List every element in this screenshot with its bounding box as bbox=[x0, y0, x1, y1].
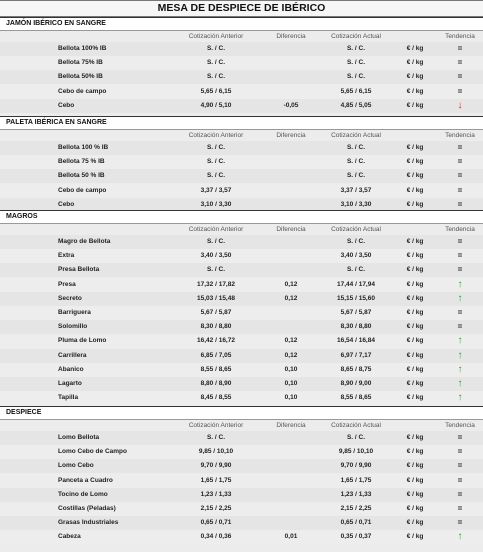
trend-equal-icon: = bbox=[457, 171, 463, 180]
current-price: S. / C. bbox=[346, 73, 366, 80]
current-price: 9,70 / 9,90 bbox=[340, 462, 372, 469]
table-row bbox=[0, 320, 483, 334]
product-name: Bellota 50 % IB bbox=[58, 172, 105, 179]
price-unit: € / kg bbox=[406, 281, 424, 288]
trend-equal-icon: = bbox=[457, 143, 463, 152]
price-difference: 0,10 bbox=[284, 380, 298, 387]
table-row bbox=[0, 263, 483, 277]
current-price: 5,65 / 6,15 bbox=[340, 88, 372, 95]
previous-price: S. / C. bbox=[206, 172, 226, 179]
price-unit: € / kg bbox=[406, 366, 424, 373]
trend-equal-icon: = bbox=[457, 72, 463, 81]
trend-up-arrow-icon: ↑ bbox=[457, 364, 463, 375]
previous-price: 5,65 / 6,15 bbox=[200, 88, 232, 95]
column-header-row bbox=[0, 224, 483, 235]
table-row bbox=[0, 184, 483, 198]
header-tendencia: Tendencia bbox=[445, 226, 475, 233]
product-name: Bellota 100 % IB bbox=[58, 144, 109, 151]
price-unit: € / kg bbox=[406, 201, 424, 208]
price-unit: € / kg bbox=[406, 337, 424, 344]
product-name: Tocino de Lomo bbox=[58, 491, 108, 498]
previous-price: 2,15 / 2,25 bbox=[200, 505, 232, 512]
price-difference: 0,01 bbox=[284, 533, 298, 540]
current-price: 16,54 / 16,84 bbox=[337, 337, 375, 344]
previous-price: S. / C. bbox=[206, 144, 226, 151]
product-name: Panceta a Cuadro bbox=[58, 477, 113, 484]
current-price: 8,65 / 8,75 bbox=[340, 366, 372, 373]
product-name: Cebo de campo bbox=[58, 88, 107, 95]
header-cotizacion-actual: Cotización Actual bbox=[331, 132, 381, 139]
previous-price: 6,85 / 7,05 bbox=[200, 352, 232, 359]
previous-price: 8,45 / 8,55 bbox=[200, 394, 232, 401]
header-diferencia: Diferencia bbox=[276, 33, 306, 40]
price-difference: 0,10 bbox=[284, 394, 298, 401]
header-cotizacion-anterior: Cotización Anterior bbox=[188, 132, 244, 139]
previous-price: 4,90 / 5,10 bbox=[200, 102, 232, 109]
trend-up-arrow-icon: ↑ bbox=[457, 279, 463, 290]
trend-equal-icon: = bbox=[457, 308, 463, 317]
previous-price: S. / C. bbox=[206, 45, 226, 52]
header-cotizacion-actual: Cotización Actual bbox=[331, 33, 381, 40]
previous-price: S. / C. bbox=[206, 158, 226, 165]
current-price: 15,15 / 15,60 bbox=[337, 295, 375, 302]
price-difference: 0,12 bbox=[284, 337, 298, 344]
price-difference: 0,12 bbox=[284, 352, 298, 359]
previous-price: 1,23 / 1,33 bbox=[200, 491, 232, 498]
price-unit: € / kg bbox=[406, 477, 424, 484]
table-row bbox=[0, 502, 483, 516]
table-row bbox=[0, 141, 483, 155]
current-price: 0,35 / 0,37 bbox=[340, 533, 372, 540]
header-cotizacion-anterior: Cotización Anterior bbox=[188, 33, 244, 40]
product-name: Lomo Cebo bbox=[58, 462, 94, 469]
price-unit: € / kg bbox=[406, 505, 424, 512]
table-row bbox=[0, 474, 483, 488]
product-name: Tapilla bbox=[58, 394, 79, 401]
trend-equal-icon: = bbox=[457, 157, 463, 166]
table-row bbox=[0, 459, 483, 473]
price-unit: € / kg bbox=[406, 352, 424, 359]
price-unit: € / kg bbox=[406, 238, 424, 245]
trend-down-arrow-icon: ↓ bbox=[457, 100, 463, 111]
current-price: S. / C. bbox=[346, 45, 366, 52]
product-name: Cebo bbox=[58, 201, 75, 208]
page-title: MESA DE DESPIECE DE IBÉRICO bbox=[0, 0, 483, 17]
current-price: 9,85 / 10,10 bbox=[338, 448, 374, 455]
price-unit: € / kg bbox=[406, 519, 424, 526]
table-row bbox=[0, 155, 483, 169]
product-name: Cebo de campo bbox=[58, 187, 107, 194]
current-price: S. / C. bbox=[346, 59, 366, 66]
price-unit: € / kg bbox=[406, 59, 424, 66]
trend-equal-icon: = bbox=[457, 58, 463, 67]
table-row bbox=[0, 391, 483, 405]
current-price: S. / C. bbox=[346, 172, 366, 179]
current-price: 8,90 / 9,00 bbox=[340, 380, 372, 387]
trend-equal-icon: = bbox=[457, 87, 463, 96]
header-tendencia: Tendencia bbox=[445, 132, 475, 139]
previous-price: 16,42 / 16,72 bbox=[197, 337, 235, 344]
current-price: S. / C. bbox=[346, 266, 366, 273]
table-row bbox=[0, 249, 483, 263]
previous-price: 3,40 / 3,50 bbox=[200, 252, 232, 259]
product-name: Magro de Bellota bbox=[58, 238, 111, 245]
header-cotizacion-anterior: Cotización Anterior bbox=[188, 422, 244, 429]
previous-price: S. / C. bbox=[206, 434, 226, 441]
table-row bbox=[0, 445, 483, 459]
table-row bbox=[0, 431, 483, 445]
trend-equal-icon: = bbox=[457, 200, 463, 209]
product-name: Grasas Industriales bbox=[58, 519, 119, 526]
price-unit: € / kg bbox=[406, 533, 424, 540]
product-name: Abanico bbox=[58, 366, 84, 373]
trend-equal-icon: = bbox=[457, 265, 463, 274]
current-price: S. / C. bbox=[346, 238, 366, 245]
price-unit: € / kg bbox=[406, 73, 424, 80]
header-diferencia: Diferencia bbox=[276, 132, 306, 139]
trend-up-arrow-icon: ↑ bbox=[457, 531, 463, 542]
trend-up-arrow-icon: ↑ bbox=[457, 350, 463, 361]
price-difference: 0,10 bbox=[284, 366, 298, 373]
current-price: S. / C. bbox=[346, 144, 366, 151]
previous-price: 9,85 / 10,10 bbox=[198, 448, 234, 455]
trend-equal-icon: = bbox=[457, 447, 463, 456]
product-name: Carrillera bbox=[58, 352, 87, 359]
previous-price: 8,30 / 8,80 bbox=[200, 323, 232, 330]
current-price: 2,15 / 2,25 bbox=[340, 505, 372, 512]
table-row bbox=[0, 334, 483, 348]
previous-price: 3,10 / 3,30 bbox=[200, 201, 232, 208]
trend-up-arrow-icon: ↑ bbox=[457, 378, 463, 389]
current-price: 3,40 / 3,50 bbox=[340, 252, 372, 259]
trend-up-arrow-icon: ↑ bbox=[457, 392, 463, 403]
table-row bbox=[0, 516, 483, 530]
column-header-row bbox=[0, 130, 483, 141]
current-price: 3,37 / 3,57 bbox=[340, 187, 372, 194]
table-row bbox=[0, 278, 483, 292]
previous-price: 5,67 / 5,87 bbox=[200, 309, 232, 316]
price-unit: € / kg bbox=[406, 434, 424, 441]
product-name: Lagarto bbox=[58, 380, 82, 387]
product-name: Pluma de Lomo bbox=[58, 337, 107, 344]
header-tendencia: Tendencia bbox=[445, 33, 475, 40]
current-price: 1,65 / 1,75 bbox=[340, 477, 372, 484]
column-header-row bbox=[0, 31, 483, 42]
current-price: 5,67 / 5,87 bbox=[340, 309, 372, 316]
previous-price: 0,34 / 0,36 bbox=[200, 533, 232, 540]
product-name: Barriguera bbox=[58, 309, 91, 316]
price-unit: € / kg bbox=[406, 380, 424, 387]
price-unit: € / kg bbox=[406, 491, 424, 498]
trend-equal-icon: = bbox=[457, 186, 463, 195]
table-row bbox=[0, 363, 483, 377]
price-unit: € / kg bbox=[406, 323, 424, 330]
previous-price: S. / C. bbox=[206, 73, 226, 80]
section-title: MAGROS bbox=[0, 210, 483, 224]
product-name: Secreto bbox=[58, 295, 82, 302]
price-unit: € / kg bbox=[406, 187, 424, 194]
current-price: 8,55 / 8,65 bbox=[340, 394, 372, 401]
section-title: JAMÓN IBÉRICO EN SANGRE bbox=[0, 17, 483, 31]
current-price: 6,97 / 7,17 bbox=[340, 352, 372, 359]
product-name: Bellota 75 % IB bbox=[58, 158, 105, 165]
previous-price: 17,32 / 17,82 bbox=[197, 281, 235, 288]
header-diferencia: Diferencia bbox=[276, 226, 306, 233]
table-row bbox=[0, 42, 483, 56]
previous-price: 8,80 / 8,90 bbox=[200, 380, 232, 387]
table-row bbox=[0, 56, 483, 70]
table-row bbox=[0, 530, 483, 544]
previous-price: 1,65 / 1,75 bbox=[200, 477, 232, 484]
previous-price: 3,37 / 3,57 bbox=[200, 187, 232, 194]
trend-equal-icon: = bbox=[457, 322, 463, 331]
table-row bbox=[0, 70, 483, 84]
price-unit: € / kg bbox=[406, 45, 424, 52]
table-row bbox=[0, 85, 483, 99]
price-unit: € / kg bbox=[406, 102, 424, 109]
product-name: Cabeza bbox=[58, 533, 81, 540]
previous-price: 9,70 / 9,90 bbox=[200, 462, 232, 469]
price-unit: € / kg bbox=[406, 144, 424, 151]
current-price: 3,10 / 3,30 bbox=[340, 201, 372, 208]
trend-equal-icon: = bbox=[457, 433, 463, 442]
current-price: 8,30 / 8,80 bbox=[340, 323, 372, 330]
previous-price: 0,65 / 0,71 bbox=[200, 519, 232, 526]
product-name: Presa bbox=[58, 281, 76, 288]
price-unit: € / kg bbox=[406, 252, 424, 259]
current-price: 17,44 / 17,94 bbox=[337, 281, 375, 288]
trend-equal-icon: = bbox=[457, 504, 463, 513]
price-unit: € / kg bbox=[406, 88, 424, 95]
price-difference: -0,05 bbox=[283, 102, 299, 109]
price-difference: 0,12 bbox=[284, 281, 298, 288]
table-row bbox=[0, 292, 483, 306]
trend-equal-icon: = bbox=[457, 518, 463, 527]
header-cotizacion-actual: Cotización Actual bbox=[331, 422, 381, 429]
product-name: Cebo bbox=[58, 102, 75, 109]
section-title: PALETA IBÉRICA EN SANGRE bbox=[0, 116, 483, 130]
trend-equal-icon: = bbox=[457, 237, 463, 246]
trend-equal-icon: = bbox=[457, 44, 463, 53]
header-cotizacion-anterior: Cotización Anterior bbox=[188, 226, 244, 233]
trend-equal-icon: = bbox=[457, 251, 463, 260]
previous-price: S. / C. bbox=[206, 238, 226, 245]
table-row bbox=[0, 377, 483, 391]
table-row bbox=[0, 306, 483, 320]
price-unit: € / kg bbox=[406, 394, 424, 401]
product-name: Bellota 75% IB bbox=[58, 59, 103, 66]
trend-up-arrow-icon: ↑ bbox=[457, 335, 463, 346]
column-header-row bbox=[0, 420, 483, 431]
price-unit: € / kg bbox=[406, 172, 424, 179]
table-row bbox=[0, 349, 483, 363]
current-price: S. / C. bbox=[346, 434, 366, 441]
price-difference: 0,12 bbox=[284, 295, 298, 302]
trend-up-arrow-icon: ↑ bbox=[457, 293, 463, 304]
price-unit: € / kg bbox=[406, 295, 424, 302]
current-price: 0,65 / 0,71 bbox=[340, 519, 372, 526]
previous-price: 8,55 / 8,65 bbox=[200, 366, 232, 373]
previous-price: S. / C. bbox=[206, 266, 226, 273]
product-name: Costillas (Peladas) bbox=[58, 505, 116, 512]
previous-price: S. / C. bbox=[206, 59, 226, 66]
table-row bbox=[0, 235, 483, 249]
trend-equal-icon: = bbox=[457, 476, 463, 485]
price-unit: € / kg bbox=[406, 309, 424, 316]
trend-equal-icon: = bbox=[457, 490, 463, 499]
header-cotizacion-actual: Cotización Actual bbox=[331, 226, 381, 233]
product-name: Bellota 50% IB bbox=[58, 73, 103, 80]
product-name: Lomo Bellota bbox=[58, 434, 100, 441]
product-name: Bellota 100% IB bbox=[58, 45, 107, 52]
trend-equal-icon: = bbox=[457, 461, 463, 470]
table-row bbox=[0, 488, 483, 502]
product-name: Solomillo bbox=[58, 323, 88, 330]
price-unit: € / kg bbox=[406, 158, 424, 165]
previous-price: 15,03 / 15,48 bbox=[197, 295, 235, 302]
price-unit: € / kg bbox=[406, 448, 424, 455]
current-price: 1,23 / 1,33 bbox=[340, 491, 372, 498]
price-unit: € / kg bbox=[406, 462, 424, 469]
product-name: Lomo Cebo de Campo bbox=[58, 448, 127, 455]
table-row bbox=[0, 169, 483, 183]
header-diferencia: Diferencia bbox=[276, 422, 306, 429]
header-tendencia: Tendencia bbox=[445, 422, 475, 429]
price-unit: € / kg bbox=[406, 266, 424, 273]
current-price: S. / C. bbox=[346, 158, 366, 165]
product-name: Presa Bellota bbox=[58, 266, 100, 273]
table-row bbox=[0, 99, 483, 113]
product-name: Extra bbox=[58, 252, 75, 259]
current-price: 4,85 / 5,05 bbox=[340, 102, 372, 109]
section-title: DESPIECE bbox=[0, 406, 483, 420]
